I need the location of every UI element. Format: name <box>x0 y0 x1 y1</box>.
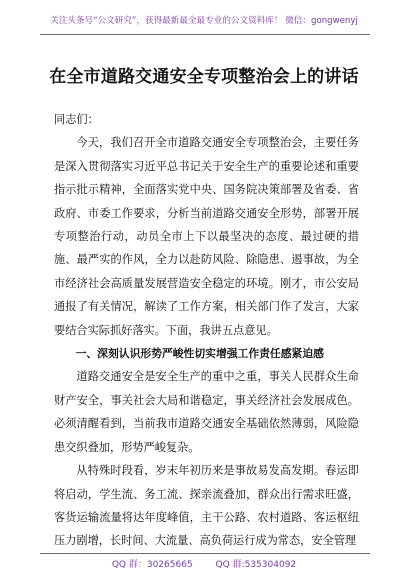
section-paragraph: 道路交通安全是安全生产的重中之重，事关人民群众生命财产安全，事关社会大局和谐稳定，事关经济社会发展成色。必须清醒看到，当前我市道路交通安全基础依然薄弱，风险隐患交织叠加，形势严峻复杂。 <box>54 370 359 454</box>
header-divider <box>40 34 370 35</box>
greeting: 同志们： <box>54 113 99 126</box>
footer-divider <box>40 553 370 554</box>
footer-qq-group-2: QQ 群:535304092 <box>215 560 297 570</box>
section-heading: 一、深刻认识形势严峻性切实增强工作责任感紧迫感 <box>75 347 324 361</box>
section-paragraph: 从特殊时段看，岁末年初历来是事故易发高发期。春运即将启动，学生流、务工流、探亲流叠加，群众出行需求旺盛，客货运输流量将达年度峰值，主干公路、农村道路、客运枢纽压力剧增，长时间、大流量、高负荷运行成为常态，安全管理 <box>54 464 359 548</box>
document-body <box>54 108 359 553</box>
document-title: 在全市道路交通安全专项整治会上的讲话 <box>49 67 359 87</box>
footer <box>0 557 408 570</box>
footer-qq-group-1: QQ 群：30265665 <box>111 560 193 570</box>
intro-paragraph: 今天，我们召开全市道路交通安全专项整治会，主要任务是深入贯彻落实习近平总书记关于安全生产的重要论述和重要指示批示精神，全面落实党中央、国务院决策部署及省委、省政府、市委工作要求，分析当前道路交通安全形势，部署开展专项整治行动，动员全市上下以最坚决的态度、最过硬的措施、最严实的作风，全力以赴防风险、除隐患、遏事故，为全市经济社会高质量发展营造安全稳定的环境。刚才，市公安局通报了有关情况，解读了工作方案，相关部门作了发言，大家要结合实际抓好落实。下面，我讲五点意见。 <box>54 136 359 337</box>
header-promo-text: 关注头条号“公文研究”，获得最新最全最专业的公文资料库！ 微信：gongwenyj <box>50 16 358 26</box>
